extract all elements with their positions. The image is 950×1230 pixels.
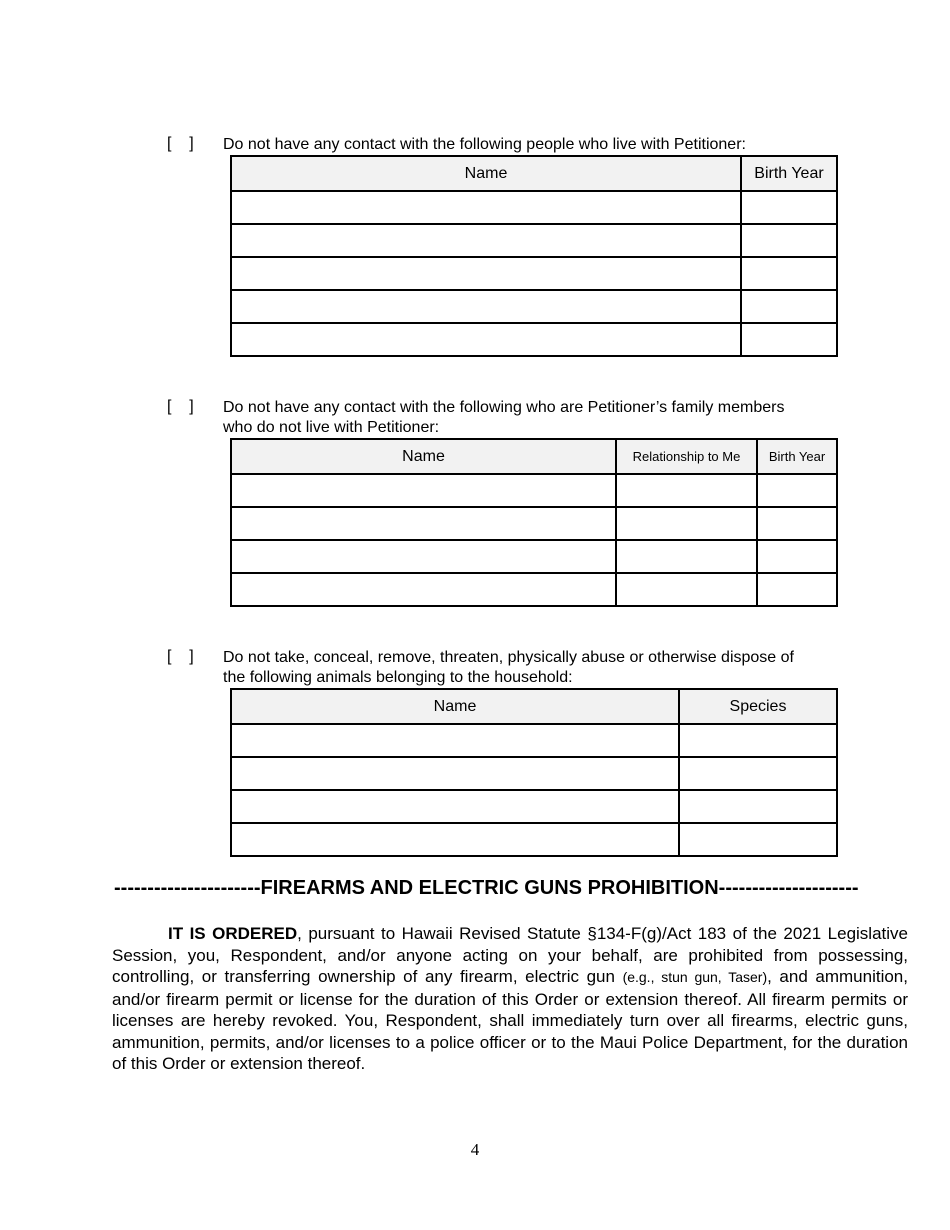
- relationship-cell[interactable]: [616, 474, 757, 507]
- table-row: [231, 290, 837, 323]
- table-row: [231, 257, 837, 290]
- birth-year-cell[interactable]: [741, 191, 837, 224]
- name-cell[interactable]: [231, 573, 616, 606]
- name-cell[interactable]: [231, 224, 741, 257]
- column-header-birth-year: Birth Year: [741, 156, 837, 191]
- name-cell[interactable]: [231, 724, 679, 757]
- firearms-order-paragraph: [112, 923, 908, 1075]
- statement-section3-line2: the following animals belonging to the household:: [223, 669, 573, 686]
- order-lead: IT IS ORDERED: [168, 924, 298, 943]
- table-row: [231, 724, 837, 757]
- column-header-name: Name: [231, 156, 741, 191]
- name-cell[interactable]: [231, 191, 741, 224]
- column-header-name: Name: [231, 439, 616, 474]
- table-row: [231, 224, 837, 257]
- birth-year-cell[interactable]: [741, 290, 837, 323]
- animals-table: [230, 688, 838, 857]
- species-cell[interactable]: [679, 757, 837, 790]
- birth-year-cell[interactable]: [757, 507, 837, 540]
- species-cell[interactable]: [679, 724, 837, 757]
- name-cell[interactable]: [231, 507, 616, 540]
- family-contacts-table: [230, 438, 838, 607]
- name-cell[interactable]: [231, 257, 741, 290]
- order-text-part2: , and ammunition, and/or firearm permit or license for the duration of this Order or extension thereof. All firearm permits or licenses are hereby revoked. You, Respondent, shall immediately turn over all firearms, electric guns, ammunition, permits, and/or licenses to a police officer or to the Maui Police Department, for the duration of this Order or extension thereof.: [112, 967, 908, 1073]
- table-row: [231, 323, 837, 356]
- statement-section2-line1: Do not have any contact with the following who are Petitioner’s family members: [223, 399, 785, 416]
- name-cell[interactable]: [231, 474, 616, 507]
- table-row: [231, 474, 837, 507]
- column-header-species: Species: [679, 689, 837, 724]
- order-text-part1: , pursuant to Hawaii Revised Statute §134-F(g)/Act 183 of the 2021 Legislative Session, you, Respondent, and/or anyone acting on your behalf, are prohibited from possessing, controlling, or transferring ownership of any firearm, electric gun: [112, 924, 908, 986]
- relationship-cell[interactable]: [616, 540, 757, 573]
- birth-year-cell[interactable]: [757, 474, 837, 507]
- name-cell[interactable]: [231, 323, 741, 356]
- birth-year-cell[interactable]: [757, 540, 837, 573]
- relationship-cell[interactable]: [616, 507, 757, 540]
- table-row: [231, 790, 837, 823]
- name-cell[interactable]: [231, 823, 679, 856]
- name-cell[interactable]: [231, 290, 741, 323]
- checkbox-section2[interactable]: [ ]: [167, 398, 194, 415]
- table-row: [231, 573, 837, 606]
- column-header-birth-year: Birth Year: [757, 439, 837, 474]
- birth-year-cell[interactable]: [741, 224, 837, 257]
- name-cell[interactable]: [231, 757, 679, 790]
- column-header-name: Name: [231, 689, 679, 724]
- table-row: [231, 191, 837, 224]
- species-cell[interactable]: [679, 790, 837, 823]
- household-contacts-table: [230, 155, 838, 357]
- page-number: 4: [470, 1140, 480, 1159]
- relationship-cell[interactable]: [616, 573, 757, 606]
- species-cell[interactable]: [679, 823, 837, 856]
- name-cell[interactable]: [231, 540, 616, 573]
- birth-year-cell[interactable]: [741, 257, 837, 290]
- firearms-section-heading: ----------------------FIREARMS AND ELECTRIC GUNS PROHIBITION---------------------: [114, 877, 859, 899]
- statement-section1: Do not have any contact with the following people who live with Petitioner:: [223, 136, 746, 153]
- table-row: [231, 540, 837, 573]
- birth-year-cell[interactable]: [741, 323, 837, 356]
- order-text-example: (e.g., stun gun, Taser): [622, 969, 768, 985]
- table-row: [231, 823, 837, 856]
- checkbox-section1[interactable]: [ ]: [167, 135, 194, 152]
- name-cell[interactable]: [231, 790, 679, 823]
- statement-section3-line1: Do not take, conceal, remove, threaten, physically abuse or otherwise dispose of: [223, 649, 794, 666]
- checkbox-section3[interactable]: [ ]: [167, 648, 194, 665]
- birth-year-cell[interactable]: [757, 573, 837, 606]
- statement-section2-line2: who do not live with Petitioner:: [223, 419, 440, 436]
- table-row: [231, 507, 837, 540]
- column-header-relationship: Relationship to Me: [616, 439, 757, 474]
- table-row: [231, 757, 837, 790]
